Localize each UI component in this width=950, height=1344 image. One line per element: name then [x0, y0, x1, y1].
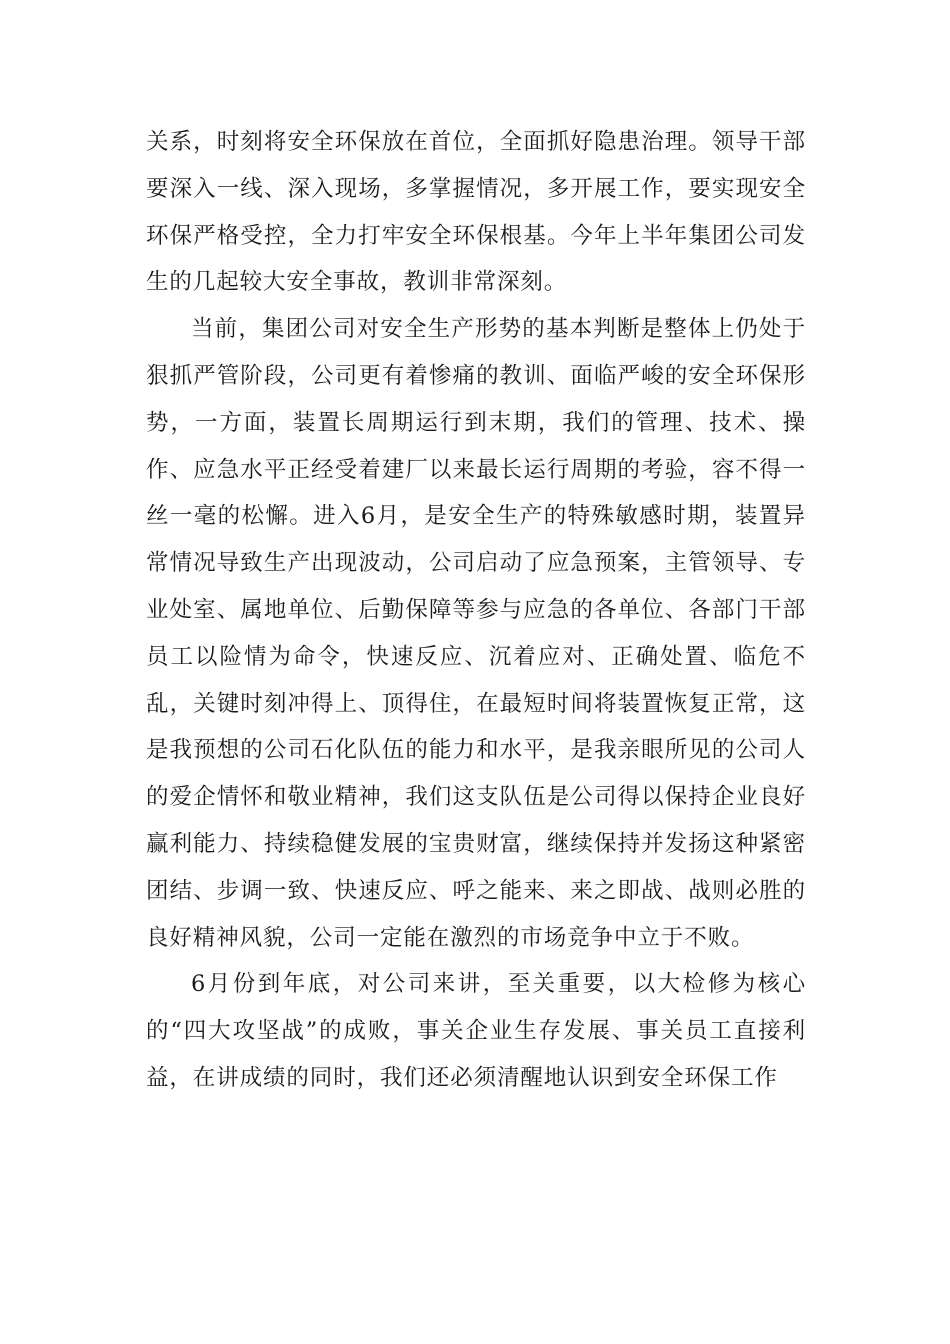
document-body: [146, 119, 806, 1102]
paragraph-june-to-year-end: 6月份到年底，对公司来讲，至关重要，以大检修为核心的“四大攻坚战”的成败，事关企业生存发展、事关员工直接利益，在讲成绩的同时，我们还必须清醒地认识到安全环保工作: [146, 971, 806, 1091]
paragraph-current-situation: 当前，集团公司对安全生产形势的基本判断是整体上仍处于狠抓严管阶段，公司更有着惨痛的教训、面临严峻的安全环保形势，一方面，装置长周期运行到末期，我们的管理、技术、操作、应急水平正经受着建厂以来最长运行周期的考验，容不得一丝一毫的松懈。进入6月，是安全生产的特殊敏感时期，装置异常情况导致生产出现波动，公司启动了应急预案，主管领导、专业处室、属地单位、后勤保障等参与应急的各单位、各部门干部员工以险情为命令，快速反应、沉着应对、正确处置、临危不乱，关键时刻冲得上、顶得住，在最短时间将装置恢复正常，这是我预想的公司石化队伍的能力和水平，是我亲眼所见的公司人的爱企情怀和敬业精神，我们这支队伍是公司得以保持企业良好赢利能力、持续稳健发展的宝贵财富，继续保持并发扬这种紧密团结、步调一致、快速反应、呼之能来、来之即战、战则必胜的良好精神风貌，公司一定能在激烈的市场竞争中立于不败。: [146, 316, 806, 951]
paragraph-continued: 关系，时刻将安全环保放在首位，全面抓好隐患治理。领导干部要深入一线、深入现场，多掌握情况，多开展工作，要实现安全环保严格受控，全力打牢安全环保根基。今年上半年集团公司发生的几起较大安全事故，教训非常深刻。: [146, 129, 806, 296]
